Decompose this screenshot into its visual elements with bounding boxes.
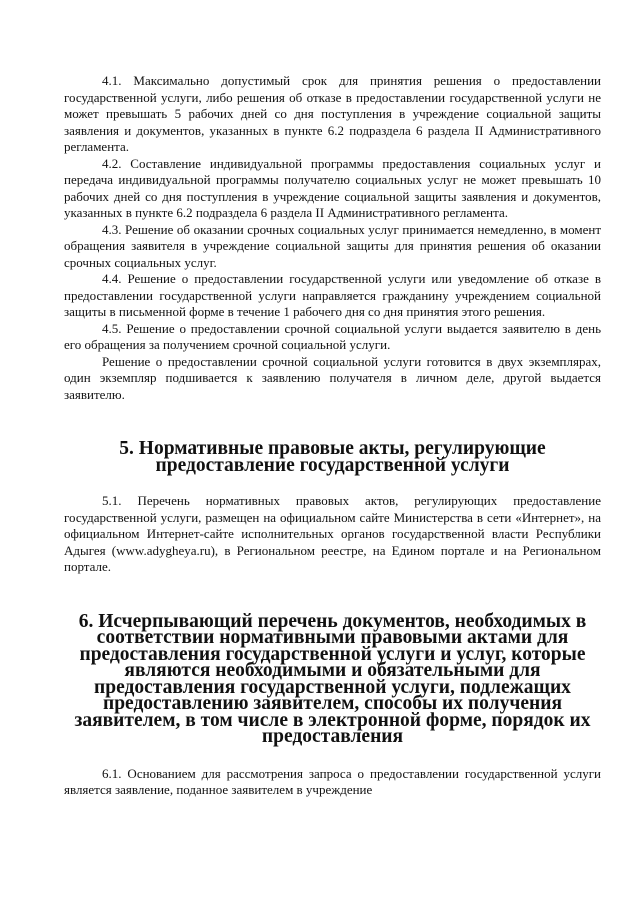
paragraph-4-3: 4.3. Решение об оказании срочных социальных услуг принимается немедленно, в момент обращения заявителя в учреждение социальной защиты для принятия решения об оказании срочных социальных услуг. bbox=[64, 221, 601, 270]
paragraph-4-1: 4.1. Максимально допустимый срок для принятия решения о предоставлении государственной услуги, либо решения об отказе в предоставлении государственной услуги не может превышать 5 рабочих дней со дня поступления в учреждение социальной защиты заявления и документов, указанных в пункте 6.2 подраздела 6 раздела II Административного регламента. bbox=[64, 73, 601, 154]
paragraph-4-4: 4.4. Решение о предоставлении государственной услуги или уведомление об отказе в предоставлении государственной услуги направляется гражданину учреждением социальной защиты в письменной форме в течение 1 рабочего дня со дня принятия этого решения. bbox=[64, 271, 601, 319]
document-page bbox=[64, 73, 601, 799]
paragraph-4-2: 4.2. Составление индивидуальной программы предоставления социальных услуг и передача индивидуальной программы получателю социальных услуг не может превышать 10 рабочих дней со дня поступления в учреждение социальной защиты заявления и документов, указанных в пункте 6.2 подраздела 6 раздела II Административного регламента. bbox=[64, 155, 601, 220]
paragraph-4-5-copies: Решение о предоставлении срочной социальной услуги готовится в двух экземплярах, один экземпляр подшивается к заявлению получателя в личном деле, другой выдается заявителю. bbox=[64, 353, 601, 402]
paragraph-6-1: 6.1. Основанием для рассмотрения запроса о предоставлении государственной услуги является заявление, поданное заявителем в учреждение bbox=[64, 765, 601, 797]
paragraph-5-1: 5.1. Перечень нормативных правовых актов, регулирующих предоставление государственной услуги, размещен на официальном сайте Министерства в сети «Интернет», на официальном Интернет-сайте исполнительных органов государственной власти Республики Адыгея (www.adygheya.ru), в Региональном реестре, на Едином портале и на Региональном портале. bbox=[64, 493, 601, 574]
paragraph-4-5: 4.5. Решение о предоставлении срочной социальной услуги выдается заявителю в день его обращения за получением срочной социальной услуги. bbox=[64, 320, 601, 352]
section-5-heading: 5. Нормативные правовые акты, регулирующие предоставление государственной услуги bbox=[119, 438, 546, 476]
section-6-heading: 6. Исчерпывающий перечень документов, необходимых в соответствии нормативными правовыми актами для предоставления государственной услуги и услуг, которые являются необходимыми и обязательными для предоставления государственной услуги, подлежащих предоставлению заявителем, способы их получения заявителем, в том числе в электронной форме, порядок их предоставления bbox=[74, 610, 591, 747]
